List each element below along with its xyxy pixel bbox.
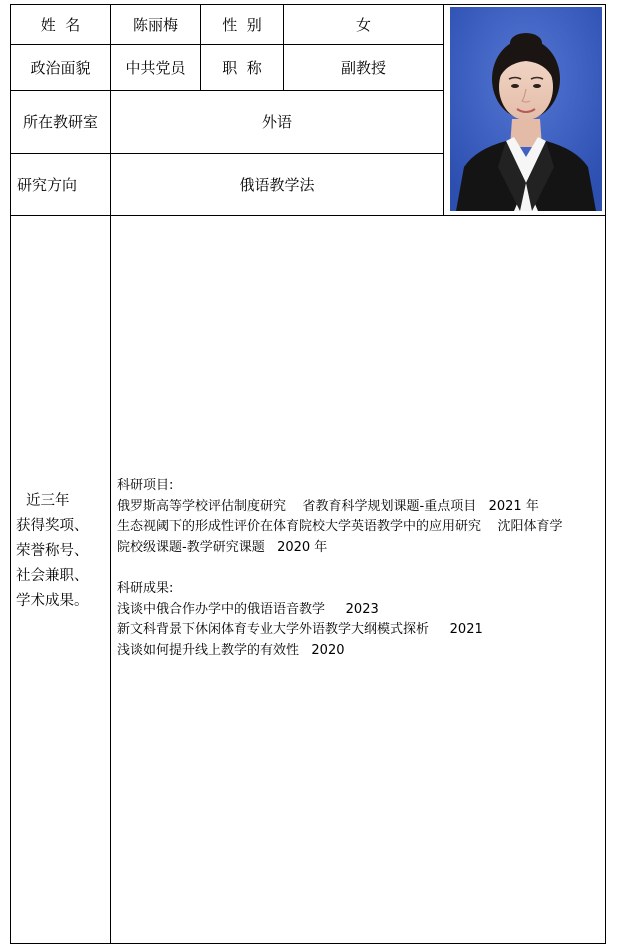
department-label: 所在教研室 [22,113,98,131]
portrait-illustration [450,7,602,211]
name-value: 陈丽梅 [132,15,178,34]
project-item: 院校级课题-教学研究课题 2020 年 [117,539,328,555]
profile-form [10,4,606,944]
table-border-right [605,4,606,944]
title-value: 副教授 [340,58,386,77]
achievements-label-line: 获得奖项、 [16,518,89,534]
achievements-label-line: 社会兼职、 [16,568,89,584]
projects-heading: 科研项目: [117,478,174,493]
result-item: 浅谈如何提升线上教学的有效性 2020 [117,642,345,658]
research-label: 研究方向 [17,175,78,194]
gender-value: 女 [355,15,371,34]
research-value: 俄语教学法 [239,175,315,194]
achievements-label-line: 荣誉称号、 [16,543,89,559]
achievements-label-line: 近三年 [26,493,70,509]
title-label: 职 称 [222,58,262,77]
politics-label: 政治面貌 [30,58,91,77]
politics-value: 中共党员 [125,58,186,77]
department-value: 外语 [261,113,292,131]
name-label: 姓 名 [40,15,81,34]
portrait-photo [450,7,602,211]
table-border-bottom [10,943,606,944]
gender-label: 性 别 [222,15,262,34]
achievements-label [16,489,89,614]
result-item: 浅谈中俄合作办学中的俄语语音教学 2023 [117,601,379,617]
achievements-content [117,476,563,661]
results-heading: 科研成果: [117,580,174,596]
spacer [117,558,563,579]
grid-line [443,4,444,215]
project-item: 俄罗斯高等学校评估制度研究 省教育科学规划课题-重点项目 2021 年 [117,498,539,514]
result-item: 新文科背景下休闲体育专业大学外语教学大纲模式探析 2021 [117,622,483,638]
achievements-label-line: 学术成果。 [16,593,89,609]
grid-line [10,215,606,216]
project-item: 生态视阈下的形成性评价在体育院校大学英语教学中的应用研究 沈阳体育学 [117,519,563,535]
